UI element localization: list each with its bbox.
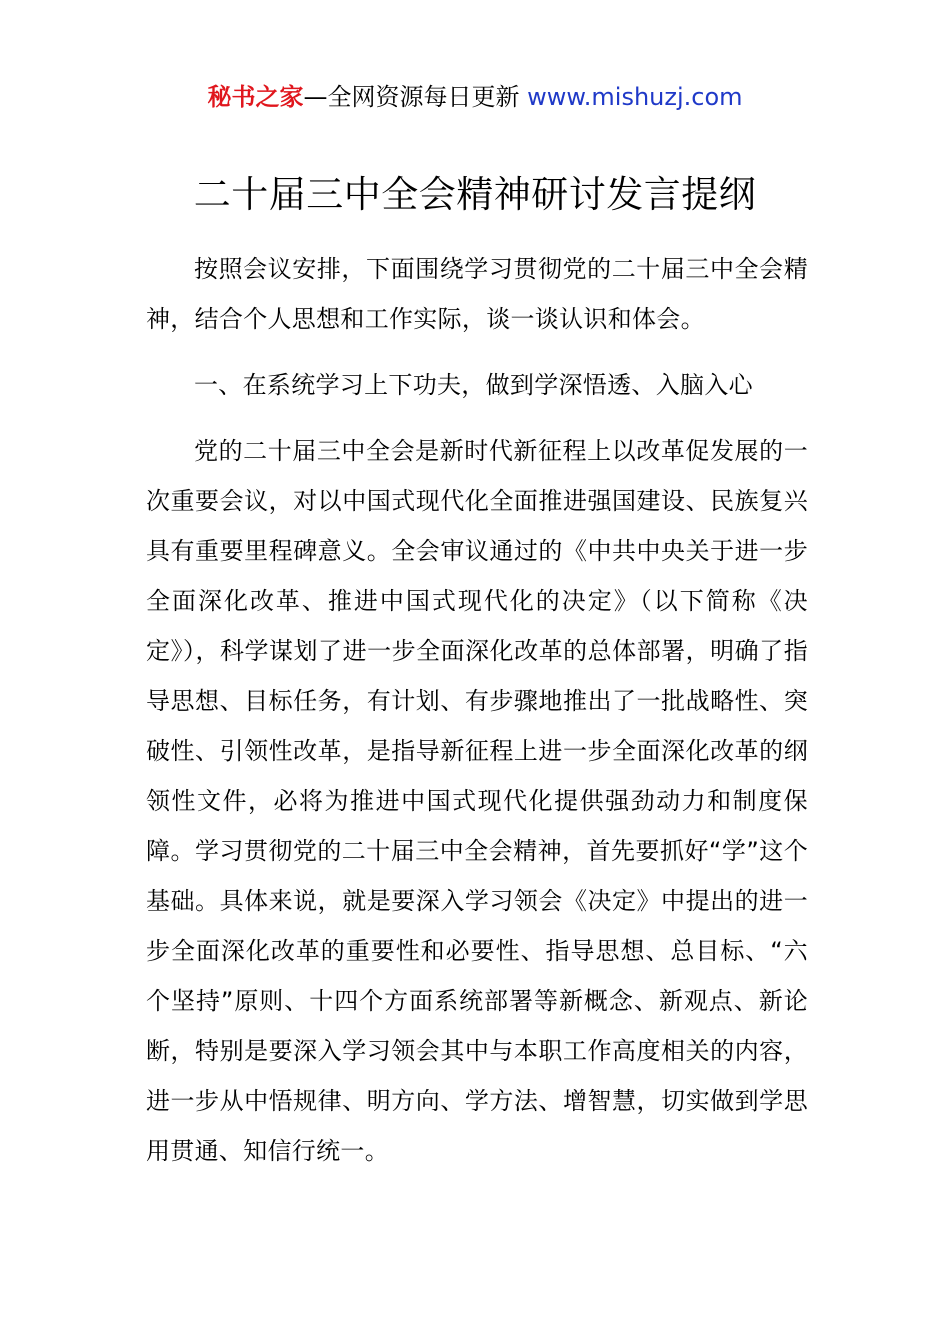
- site-url-link[interactable]: www.mishuzj.com: [527, 83, 743, 111]
- document-body: [146, 244, 808, 1192]
- document-title: 二十届三中全会精神研讨发言提纲: [193, 173, 757, 216]
- section-heading: 一、在系统学习上下功夫，做到学深悟透、入脑入心: [194, 371, 753, 399]
- intro-paragraph: 按照会议安排，下面围绕学习贯彻党的二十届三中全会精神，结合个人思想和工作实际，谈一谈认识和体会。: [146, 255, 808, 333]
- site-brand: 秘书之家: [207, 83, 304, 111]
- section-paragraph: 党的二十届三中全会是新时代新征程上以改革促发展的一次重要会议，对以中国式现代化全面推进强国建设、民族复兴具有重要里程碑意义。全会审议通过的《中共中央关于进一步全面深化改革、推进中国式现代化的决定》（以下简称《决定》），科学谋划了进一步全面深化改革的总体部署，明确了指导思想、目标任务，有计划、有步骤地推出了一批战略性、突破性、引领性改革，是指导新征程上进一步全面深化改革的纲领性文件，必将为推进中国式现代化提供强劲动力和制度保障。学习贯彻党的二十届三中全会精神，首先要抓好“学”这个基础。具体来说，就是要深入学习领会《决定》中提出的进一步全面深化改革的重要性和必要性、指导思想、总目标、“六个坚持”原则、十四个方面系统部署等新概念、新观点、新论断，特别是要深入学习领会其中与本职工作高度相关的内容，进一步从中悟规律、明方向、学方法、增智慧，切实做到学思用贯通、知信行统一。: [146, 437, 808, 1165]
- site-header: [0, 80, 950, 114]
- site-tagline: —全网资源每日更新: [303, 83, 528, 111]
